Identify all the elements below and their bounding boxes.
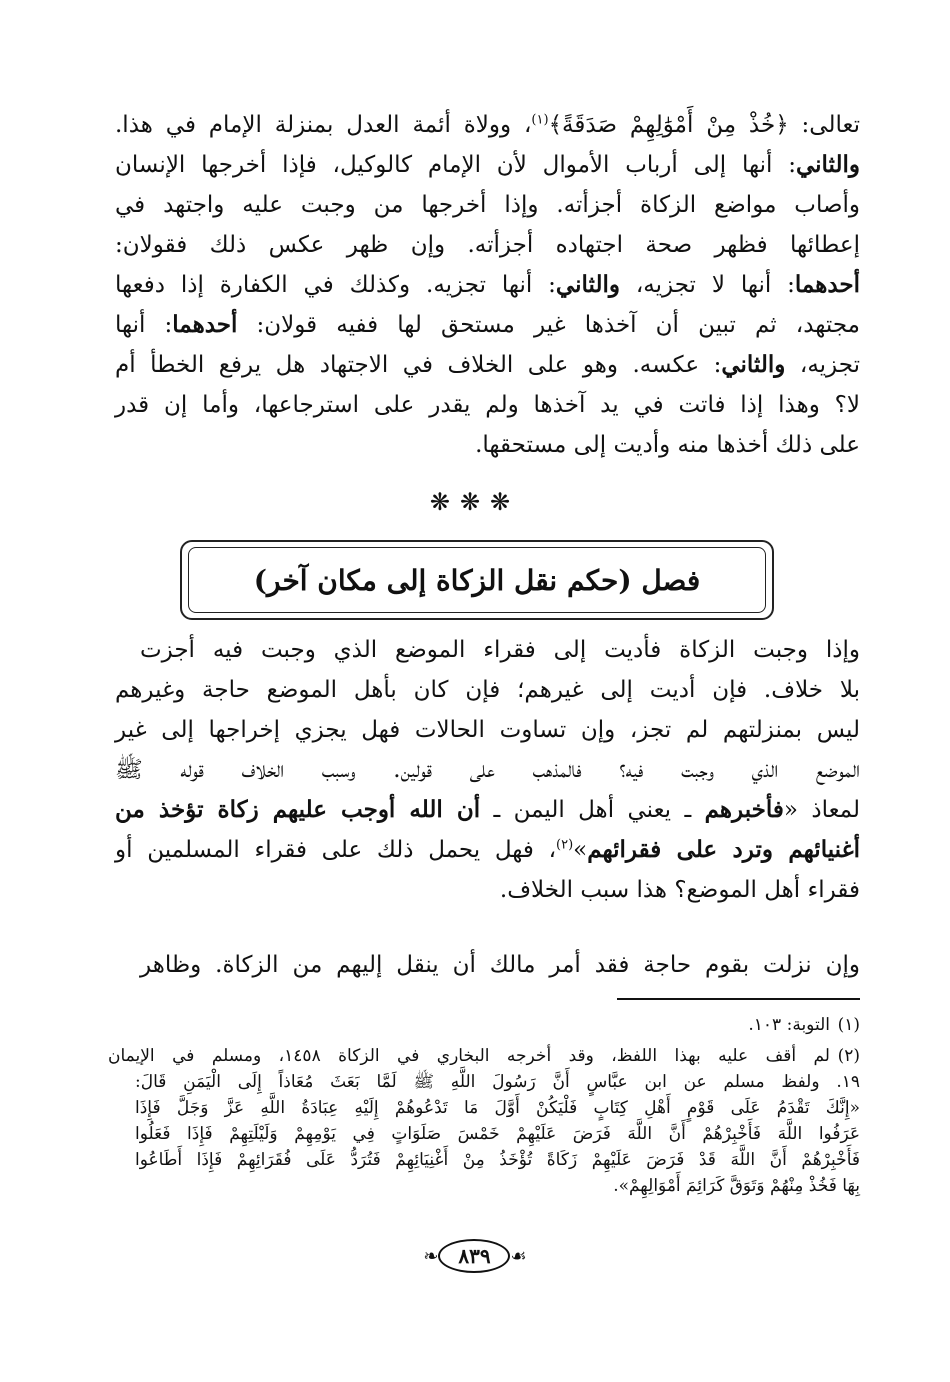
text-line bbox=[115, 265, 860, 305]
ornament-left-icon: ❧ bbox=[423, 1245, 439, 1267]
text-line bbox=[115, 385, 860, 425]
bold-text: أغنيائهم وترد على فقرائهم bbox=[587, 836, 860, 863]
text-segment: لا؟ وهذا إذا فاتت في يد آخذها ولم يقدر على استرجاعها، وأما إن قدر bbox=[115, 392, 861, 418]
text-segment: تعالى: ﴿خُذْ مِنْ أَمْوَٰلِهِمْ صَدَقَةً﴾ bbox=[548, 112, 860, 138]
text-segment: : أنها لا تجزيه، bbox=[619, 272, 795, 298]
text-segment: : عكسه. وهو على الخلاف في الاجتهاد هل يرفع الخطأ أم bbox=[115, 352, 722, 378]
text-line bbox=[115, 185, 860, 225]
footnote-line: ١٩. ولفظ مسلم عن ابن عبَّاسٍ أَنَّ رَسُولَ اللَّهِ ﷺ لَمَّا بَعَثَ مُعَاذاً إِلَى الْيَمَنِ قَالَ: bbox=[135, 1072, 860, 1092]
text-segment: » bbox=[573, 837, 588, 863]
footnote-line: بِهَا فَخُذْ مِنْهُمْ وَتَوَقَّ كَرَائِمَ أَمْوَالِهِمْ». bbox=[613, 1176, 860, 1196]
text-segment: الموضع الذي وجبت فيه؟ فالمذهب على قولين. وسبب الخلاف قوله ﷺ bbox=[115, 757, 860, 783]
text-segment: : أنها تجزيه. وكذلك في الكفارة إذا دفعها bbox=[115, 272, 556, 298]
bold-text: والثاني bbox=[555, 271, 620, 298]
text-line bbox=[115, 105, 860, 145]
section-title: فصل (حكم نقل الزكاة إلى مكان آخر) bbox=[253, 563, 701, 597]
footnote-line: فَأَخْبِرْهُمْ أَنَّ اللَّهَ قَدْ فَرَضَ عَلَيْهِمْ زَكَاةً تُؤْخَذُ مِنْ أَغْنِيَائِهِمْ فَتُرَدُّ عَلَى فُقَرَائِهِمْ فَإِذَا أَطَاعُوا bbox=[135, 1150, 860, 1170]
footnote-text: لم أقف عليه بهذا اللفظ، وقد أخرجه البخاري في الزكاة ١٤٥٨، ومسلم في الإيمان bbox=[108, 1046, 830, 1066]
footnote-line bbox=[105, 1043, 860, 1069]
section-title-frame bbox=[180, 540, 774, 620]
footnote-divider bbox=[617, 998, 860, 1000]
footnote-line: عَرَفُوا اللَّهَ فَأَخْبِرْهُمْ أَنَّ اللَّهَ فَرَضَ عَلَيْهِمْ خَمْسَ صَلَوَاتٍ فِي يَوْمِهِمْ وَلَيْلَتِهِمْ فَإِذَا فَعَلُوا bbox=[135, 1124, 860, 1144]
text-segment: وأصاب مواضع الزكاة أجزأته. وإذا أخرجها من وجبت عليه واجتهد في bbox=[115, 192, 860, 218]
bold-text: والثاني bbox=[721, 351, 786, 378]
text-line bbox=[115, 710, 860, 750]
footnote-marker: (٢) bbox=[837, 1046, 860, 1066]
text-segment: ليس بمنزلتهم لم تجز، وإن تساوت الحالات فهل يجزي إخراجها إلى غير bbox=[115, 717, 860, 743]
text-segment: على ذلك أخذها منه وأديت إلى مستحقها. bbox=[475, 432, 860, 458]
text-segment: : أنها إلى أرباب الأموال لأن الإمام كالوكيل، فإذا أخرجها الإنسان bbox=[115, 152, 796, 178]
text-line bbox=[115, 145, 860, 185]
text-segment: مجتهد، ثم تبين أن آخذها غير مستحق لها ففيه قولان: bbox=[237, 312, 861, 338]
text-segment: فقراء أهل الموضع؟ هذا سبب الخلاف. bbox=[499, 877, 860, 903]
page-number-ornament bbox=[410, 1238, 540, 1274]
text-segment: ، فهل يحمل ذلك على فقراء المسلمين أو bbox=[115, 837, 557, 863]
text-segment: إعطائها فظهر صحة اجتهاده أجزأته. وإن ظهر عكس ذلك فقولان: bbox=[115, 232, 860, 258]
footnote-ref[interactable]: (١) bbox=[531, 112, 549, 128]
text-segment: وإن نزلت بقوم حاجة فقد أمر مالك أن ينقل إليهم من الزكاة. وظاهر bbox=[140, 952, 860, 978]
footnote-text: التوبة: ١٠٣. bbox=[748, 1015, 830, 1035]
section-separator-stars: ❋❋❋ bbox=[429, 488, 521, 516]
bold-text: فأخبرهم bbox=[704, 796, 784, 823]
bold-text: أحدهما bbox=[794, 271, 861, 298]
bold-text: والثاني bbox=[795, 151, 860, 178]
text-line bbox=[115, 225, 860, 265]
text-line bbox=[115, 790, 860, 830]
bold-text: أحدهما bbox=[172, 311, 238, 338]
text-segment: وإذا وجبت الزكاة فأديت إلى فقراء الموضع الذي وجبت فيه أجزت bbox=[140, 637, 860, 663]
text-segment: بلا خلاف. فإن أديت إلى غيرهم؛ فإن كان بأهل الموضع حاجة وغيرهم bbox=[115, 677, 860, 703]
text-line bbox=[115, 670, 860, 710]
text-line bbox=[115, 830, 860, 870]
text-line bbox=[115, 305, 860, 345]
text-segment: ، وولاة أئمة العدل بمنزلة الإمام في هذا. bbox=[115, 112, 532, 138]
page-number: ٨٣٩ bbox=[438, 1239, 510, 1273]
text-segment: لمعاذ « bbox=[783, 797, 860, 823]
text-line bbox=[115, 870, 860, 910]
text-line bbox=[140, 630, 860, 670]
text-line bbox=[115, 425, 860, 465]
text-segment: ـ يعني أهل اليمن ـ bbox=[480, 797, 705, 823]
footnote-line bbox=[105, 1012, 860, 1038]
ornament-right-icon: ☙ bbox=[510, 1245, 527, 1267]
text-segment: تجزيه، bbox=[785, 352, 860, 378]
text-line bbox=[140, 945, 860, 985]
bold-text: أن الله أوجب عليهم زكاة تؤخذ من bbox=[115, 796, 481, 823]
section-title-inner-frame bbox=[188, 547, 766, 613]
text-segment: : أنها bbox=[115, 312, 173, 338]
footnote-line: «إِنَّكَ تَقْدَمُ عَلَى قَوْمٍ أَهْلِ كِتَابٍ فَلْيَكُنْ أَوَّلَ مَا تَدْعُوهُمْ إِلَيْهِ عِبَادَةُ اللَّهِ عَزَّ وَجَلَّ فَإِذَا bbox=[135, 1098, 860, 1118]
text-line bbox=[115, 345, 860, 385]
footnote-ref[interactable]: (٢) bbox=[556, 837, 574, 853]
footnote-marker: (١) bbox=[837, 1015, 860, 1035]
text-line bbox=[115, 750, 860, 790]
